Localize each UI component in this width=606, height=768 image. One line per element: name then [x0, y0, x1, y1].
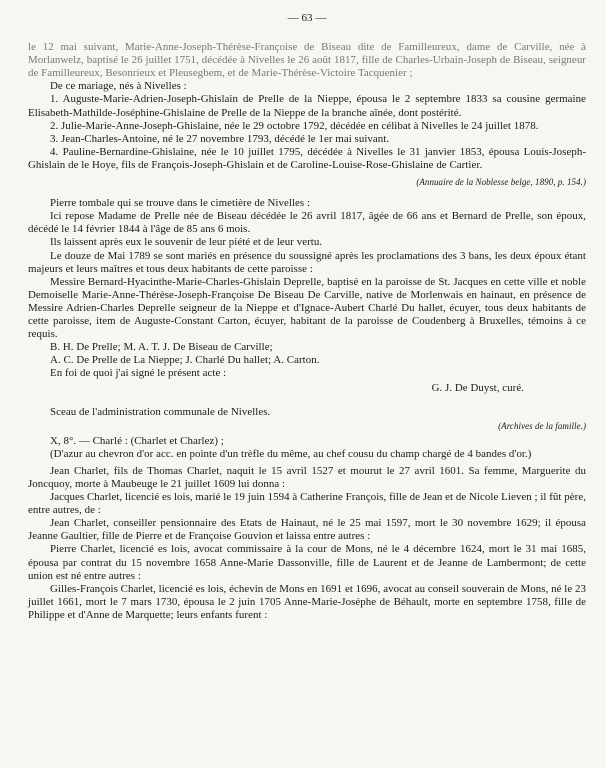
paragraph: Le douze de Mai 1789 se sont mariés en présence du soussigné après les proclamations des 3 bans, les deux époux étant majeurs et leurs maîtres et tous deux habitants de cette paroisse : — [28, 249, 586, 275]
page-number: — 63 — — [287, 12, 327, 24]
list-item: 3. Jean-Charles-Antoine, né le 27 novembre 1793, décédé le 1er mai suivant. — [50, 132, 390, 145]
list-item: 2. Julie-Marie-Anne-Joseph-Ghislaine, née le 29 octobre 1792, décédée en célibat à Nivelles le 24 juillet 1878. — [50, 119, 539, 132]
list-item: 1. Auguste-Marie-Adrien-Joseph-Ghislain de Prelle de la Nieppe, épousa le 2 septembre 1833 sa cousine germaine Elisabeth-Mathilde-Joséphine-Ghislaine de Prelle de la Nieppe de la branche aînée, dont postérité. — [28, 93, 586, 119]
signature-line: A. C. De Prelle de La Nieppe; J. Charlé Du hallet; A. Carton. — [50, 354, 320, 367]
signature-line: B. H. De Prelle; M. A. T. J. De Biseau de Carville; — [50, 341, 273, 354]
paragraph: En foi de quoi j'ai signé le présent acte : — [50, 367, 227, 380]
paragraph: Messire Bernard-Hyacinthe-Marie-Charles-Ghislain Deprelle, baptisé en la paroisse de St. Jacques en cette ville et noble Demoiselle Marie-Anne-Thérèse-Joseph-Françoise De Biseau De Carville, native de Morlenwais en hainaut, en présence de Messire Adrien-Charles Deprelle seigneur de la Nieppe et d'Ignace-Aubert Charlé Du hallet, écuyer, tous deux habitants de cette paroisse, item de Auguste-Constant Carton, écuyer, habitant de la paroisse de Coudenberg à Bruxelles, témoins à ce requis. — [28, 275, 586, 341]
paragraph: Gilles-François Charlet, licencié es lois, échevin de Mons en 1691 et 1696, avocat au conseil souverain de Mons, né le 23 juillet 1661, mort le 7 mars 1730, épousa le 2 juin 1705 Anne-Marie-Joséphe de Béhault, morte en septembre 1758, fille de Philippe et d'Anne de Marquette; leurs enfants furent : — [28, 582, 586, 621]
section-heading: X, 8°. — Charlé : (Charlet et Charlez) ; — [50, 434, 224, 447]
paragraph: Jacques Charlet, licencié es lois, marié le 19 juin 1594 à Catherine François, fille de Jean et de Nicole Lieven ; il fût père, entre autres, de : — [28, 491, 586, 517]
paragraph: Pierre Charlet, licencié es lois, avocat commissaire à la cour de Mons, né le 4 décembre 1624, mort le 31 mai 1685, épousa par contrat du 15 novembre 1658 Anne-Marie Dassonville, fille de Laurent et de Jeanne de Lambermont; de cette union est né entre autres : — [28, 543, 586, 582]
paragraph: le 12 mai suivant, Marie-Anne-Joseph-Thérèse-Françoise de Biseau dite de Familleureux, dame de Carville, née à Morlanwelz, baptisé le 26 juillet 1751, décédée à Nivelles le 26 août 1817, fille de Charles-Urbain-Joseph de Biseau, seigneur de Familleureux, Besonrieux et Pleusegbem, et de Marie-Thérèse-Victoire Tacquenier ; — [28, 41, 586, 80]
paragraph: De ce mariage, nés à Nivelles : — [50, 80, 187, 93]
paragraph: Pierre tombale qui se trouve dans le cimetière de Nivelles : — [50, 197, 311, 210]
list-item: 4. Pauline-Bernardine-Ghislaine, née le 10 juillet 1795, décédée à Nivelles le 31 janvier 1853, épousa Louis-Joseph-Ghislain de le Hoye, fils de François-Joseph-Ghislain et de Caroline-Louise-Rose-Ghislaine de Cartier. — [28, 145, 586, 171]
paragraph: Ici repose Madame de Prelle née de Biseau décédée le 26 avril 1817, âgée de 66 ans et Bernard de Prelle, son époux, décédé le 14 février 1844 à l'âge de 85 ans 6 mois. — [28, 210, 586, 236]
paragraph: Jean Charlet, conseiller pensionnaire des Etats de Hainaut, né le 25 mai 1597, mort le 30 novembre 1629; il épousa Jeanne Gaultier, fille de Pierre et de Françoise Gouvion et laissa entre autres : — [28, 517, 586, 543]
paragraph: Jean Charlet, fils de Thomas Charlet, naquit le 15 avril 1527 et mourut le 27 avril 1601. Sa femme, Marguerite du Joncquoy, morte à Maubeuge le 21 juillet 1609 lui donna : — [28, 464, 586, 490]
citation: (Archives de la famille.) — [498, 420, 586, 431]
signature: G. J. De Duyst, curé. — [431, 382, 524, 395]
paragraph: Sceau de l'administration communale de Nivelles. — [50, 405, 271, 418]
paragraph: Ils laissent après eux le souvenir de leur piété et de leur vertu. — [50, 236, 323, 249]
citation: (Annuaire de la Noblesse belge, 1890, p. 154.) — [416, 177, 586, 188]
paragraph: (D'azur au chevron d'or acc. en pointe d'un trèfle du même, au chef cousu du champ chargé de 4 bandes d'or.) — [50, 447, 532, 460]
